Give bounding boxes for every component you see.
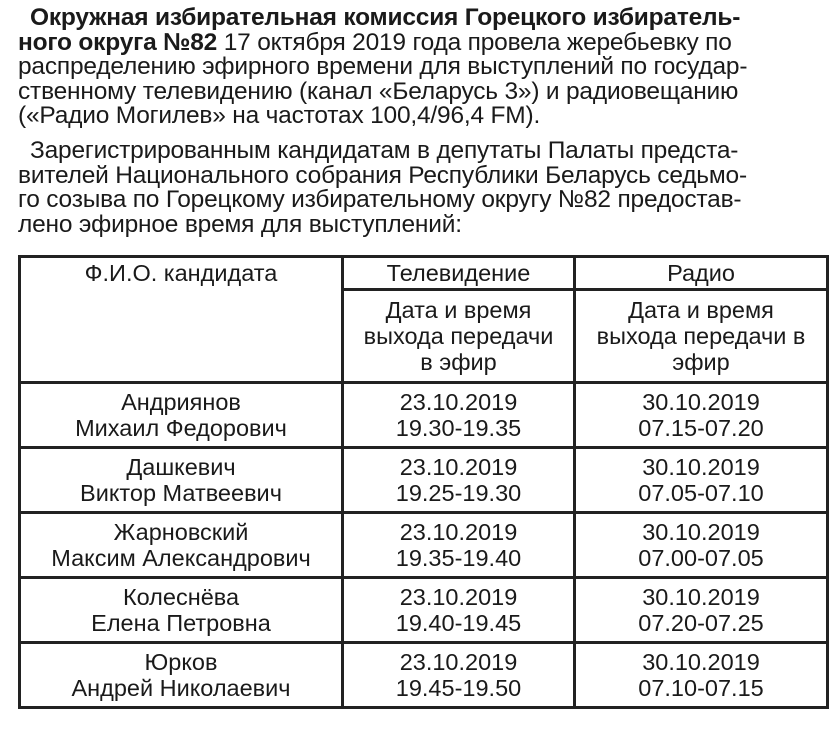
radio-airtime-cell (575, 448, 828, 513)
radio-airtime-cell (575, 643, 828, 708)
radio-airtime-radio-time: 07.05-07.10 (638, 480, 764, 506)
radio-airtime-radio-time: 07.15-07.20 (638, 415, 764, 441)
radio-airtime-radio-time: 07.20-07.25 (638, 610, 764, 636)
tv-airtime-cell (343, 643, 575, 708)
tv-airtime-tv-date: 23.10.2019 (399, 584, 518, 610)
radio-airtime-radio-date: 30.10.2019 (642, 389, 760, 415)
subheader-tv-datetime (343, 290, 575, 383)
subheader-tv-line: Дата и время (385, 297, 532, 323)
candidate-name-surname: Дашкевич (126, 454, 236, 480)
tv-airtime-cell (343, 578, 575, 643)
paragraph2-line-4: лено эфирное время для выступлений: (18, 210, 462, 238)
table-row (20, 448, 828, 513)
intro-line-5: («Радио Могилев» на частотах 100,4/96,4 FM). (18, 102, 541, 129)
airtime-schedule-table (18, 255, 829, 709)
subheader-radio-line: выхода передачи в (596, 323, 806, 349)
header-candidate-name: Ф.И.О. кандидата (20, 257, 343, 383)
tv-airtime-tv-time: 19.45-19.50 (395, 675, 522, 701)
radio-airtime-radio-date: 30.10.2019 (642, 454, 760, 480)
candidate-name-cell (20, 643, 343, 708)
tv-airtime-cell (343, 383, 575, 448)
tv-airtime-tv-date: 23.10.2019 (399, 649, 518, 675)
tv-airtime-cell (343, 448, 575, 513)
candidate-name-given: Максим Александрович (51, 545, 311, 571)
radio-airtime-cell (575, 513, 828, 578)
radio-airtime-radio-date: 30.10.2019 (642, 649, 760, 675)
paragraph2-line-2: вителей Национального собрания Республики Беларусь седьмо- (18, 161, 747, 189)
candidate-name-given: Андрей Николаевич (71, 675, 291, 701)
header-television: Телевидение (343, 257, 575, 290)
candidate-name-surname: Андриянов (121, 389, 241, 415)
header-radio: Радио (575, 257, 828, 290)
candidate-name-given: Михаил Федорович (75, 415, 287, 441)
candidate-name-cell (20, 578, 343, 643)
paragraph2-line-1: Зарегистрированным кандидатам в депутаты Палаты предста- (30, 137, 739, 164)
table-row (20, 578, 828, 643)
radio-airtime-radio-time: 07.10-07.15 (638, 675, 764, 701)
subheader-tv-line: выхода передачи (363, 323, 554, 349)
tv-airtime-tv-time: 19.30-19.35 (395, 415, 522, 441)
table-header-row (20, 257, 828, 290)
intro-line-4: ственному телевидению (канал «Беларусь 3») и радиовещанию (18, 77, 739, 105)
tv-airtime-cell (343, 513, 575, 578)
intro-line-2 (18, 28, 826, 56)
radio-airtime-radio-date: 30.10.2019 (642, 584, 760, 610)
intro-line-2-bold: ного округа №82 (18, 28, 218, 56)
candidate-name-given: Виктор Матвеевич (80, 480, 282, 506)
intro-line-3: распределению эфирного времени для выступлений по государ- (18, 53, 748, 80)
subheader-tv-line: в эфир (420, 349, 497, 375)
radio-airtime-cell (575, 578, 828, 643)
tv-airtime-tv-date: 23.10.2019 (399, 519, 518, 545)
table-row (20, 513, 828, 578)
paragraph2-line-3: го созыва по Горецкому избирательному округу №82 предостав- (18, 186, 742, 213)
candidate-name-cell (20, 513, 343, 578)
radio-airtime-cell (575, 383, 828, 448)
table-row (20, 383, 828, 448)
candidates-paragraph (18, 139, 826, 237)
candidate-name-cell (20, 383, 343, 448)
tv-airtime-tv-date: 23.10.2019 (399, 454, 518, 480)
tv-airtime-tv-date: 23.10.2019 (399, 389, 518, 415)
subheader-radio-datetime (575, 290, 828, 383)
candidate-name-given: Елена Петровна (91, 610, 271, 636)
tv-airtime-tv-time: 19.25-19.30 (395, 480, 522, 506)
table-row (20, 643, 828, 708)
candidate-name-surname: Юрков (144, 649, 218, 675)
tv-airtime-tv-time: 19.40-19.45 (395, 610, 522, 636)
candidate-name-cell (20, 448, 343, 513)
subheader-radio-line: Дата и время (628, 297, 774, 323)
candidate-name-surname: Колеснёва (122, 584, 240, 610)
candidate-name-surname: Жарновский (113, 519, 249, 545)
radio-airtime-radio-time: 07.00-07.05 (638, 545, 764, 571)
intro-line-2-rest: 17 октября 2019 года провела жеребьевку по (217, 28, 732, 56)
radio-airtime-radio-date: 30.10.2019 (642, 519, 760, 545)
intro-line-1: Окружная избирательная комиссия Горецкого избиратель- (30, 4, 741, 31)
tv-airtime-tv-time: 19.35-19.40 (395, 545, 522, 571)
subheader-radio-line: эфир (672, 349, 730, 375)
intro-paragraph (18, 6, 826, 129)
